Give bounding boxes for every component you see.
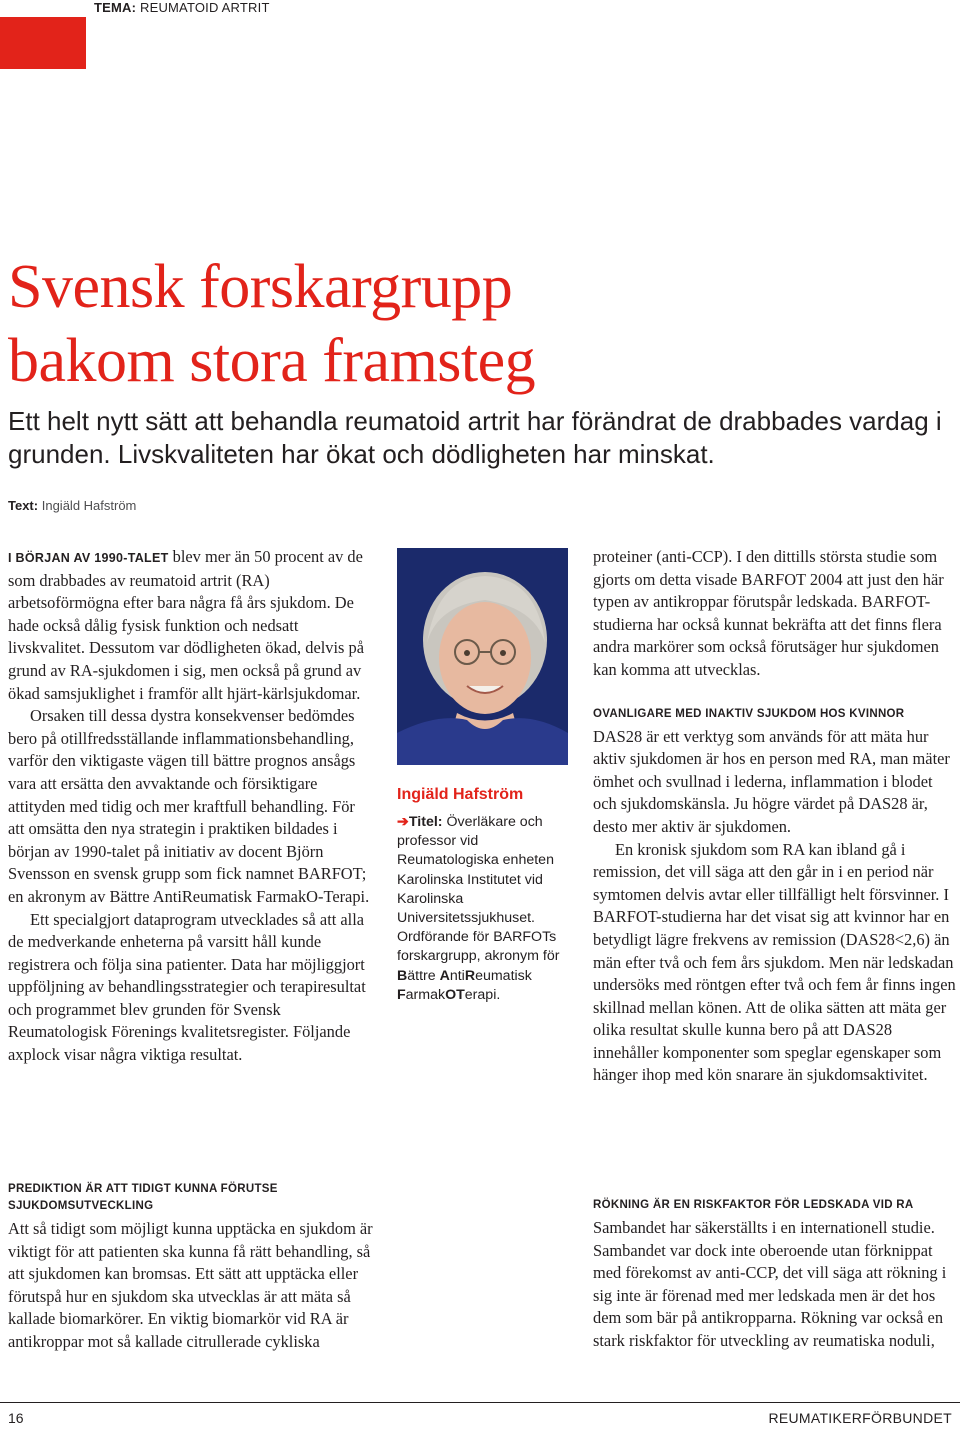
section-label <box>94 0 270 15</box>
portrait-photo <box>397 548 568 765</box>
factbox-title-text: Överläkare och professor vid Reumatologiska enheten Karolinska Institutet vid Karolinska Universitetssjukhuset. Ordförande för BARFOTs forskargrupp, akronym för <box>397 814 560 965</box>
acronym-rest: erapi. <box>464 986 501 1003</box>
acronym-rest: eumatisk <box>475 967 532 984</box>
article-headline <box>8 250 948 398</box>
byline-label: Text: <box>8 498 39 513</box>
runin-lead: I BÖRJAN AV 1990-TALET <box>8 551 169 565</box>
acronym-rest: armak <box>405 986 446 1003</box>
subheading: RÖKNING ÄR EN RISKFAKTOR FÖR LEDSKADA VID RA <box>593 1199 914 1211</box>
subheading: OVANLIGARE MED INAKTIV SJUKDOM HOS KVINNOR <box>593 707 905 720</box>
factbox-name: Ingiäld Hafström <box>397 786 524 803</box>
byline <box>8 498 136 513</box>
body-paragraph: Orsaken till dessa dystra konsekvenser bedömdes bero på otillfredsställande inflammationsbehandling, varför den viktigaste vägen till bättre prognos ansågs vara att ersätta den avvaktande och försiktigare attityden med tidig och mer kraftfull behandling. För att omsätta den nya strategin i praktiken bildades i början av 1990-talet på initiativ av docent Björn Svensson en svensk grupp som fick namnet BARFOT; en akronym av Bättre AntiReumatisk FarmakO-Terapi. <box>8 706 370 906</box>
byline-author: Ingiäld Hafström <box>41 498 137 513</box>
body-paragraph: Ett specialgjort dataprogram utvecklades så att alla de medverkande enheterna på varsitt håll kunde registrera och följa sina patienter. Data har möjliggjort uppföljning av behandlingsstrategier och terapiresultat och programmet blev grunden för Svensk Reumatologisk Förenings kvalitetsregister. Följande axplock visar några viktiga resultat. <box>8 909 366 1065</box>
acronym-rest: nti <box>449 967 465 984</box>
acronym-letter: R <box>464 967 476 984</box>
column-right-bottom <box>593 1197 959 1353</box>
page-number: 16 <box>8 1410 24 1426</box>
section-label-topic: REUMATOID ARTRIT <box>139 0 270 15</box>
acronym-letter: A <box>439 967 450 984</box>
column-left-top <box>8 546 374 1067</box>
column-right-top <box>593 546 959 1087</box>
body-paragraph: DAS28 är ett verktyg som används för att mäta hur aktiv sjukdomen är hos en person med RA, man mäter ömhet och svullnad i lederna, inflammation i blodet och sjukdomskänsla. Ju högre värdet på DAS28 är, desto mer aktiv är sjukdomen. <box>593 726 950 836</box>
headline-line-1: Svensk forskargrupp <box>8 253 513 321</box>
article-ingress: Ett helt nytt sätt att behandla reumatoid artrit har förändrat de drabbades vardag i grunden. Livskvaliteten har ökat och dödligheten har minskat. <box>8 406 942 469</box>
acronym-letter: B <box>397 967 408 984</box>
body-paragraph: proteiner (anti-CCP). I den dittills största studie som gjorts om detta visade BARFOT 2004 att just den här typen av antikroppar förutspår ledskada. BARFOT-studierna har också kunnat bekräfta att det finns flera andra markörer som också förutsäger hur sjukdomen kan komma att utvecklas. <box>593 547 944 679</box>
arrow-right-icon: ➔ <box>397 814 409 830</box>
body-paragraph: En kronisk sjukdom som RA kan ibland gå i remission, det vill säga att den går in i en period när symtomen delvis avtar eller tillfälligt helt försvinner. I BARFOT-studierna har det visat sig att kvinnor har en betydligt lägre frekvens av remission (DAS28<2,6) än män efter två och fem års sjukdom. Men när ledskadan undersöks med röntgen efter två och fem år finns ingen skillnad mellan könen. Att de olika sätten att mäta ger olika resultat skulle kunna bero på att DAS28 innehåller komponenter som speglar egenskaper som hänger ihop med kön snarare än sjukdomsaktivitet. <box>593 839 956 1085</box>
theme-color-block <box>0 17 86 69</box>
subheading: PREDIKTION ÄR ATT TIDIGT KUNNA FÖRUTSE SJUKDOMSUTVECKLING <box>8 1183 278 1212</box>
section-label-prefix: TEMA: <box>94 0 137 15</box>
portrait-illustration <box>397 548 568 765</box>
publication-name: REUMATIKERFÖRBUNDET <box>768 1410 952 1426</box>
acronym-rest: ättre <box>407 967 440 984</box>
headline-line-2: bakom stora framsteg <box>8 327 536 395</box>
body-paragraph: Att så tidigt som möjligt kunna upptäcka en sjukdom är viktigt för att patienten ska kunna få rätt behandling, så att sjukdomen kan bromsas. Ett sätt att upptäcka eller förutspå hur en sjukdom ska utvecklas är att mäta så kallade biomarkörer. En viktig biomarkör vid RA är antikroppar mot så kallade citrullerade cykliska <box>8 1219 373 1351</box>
body-paragraph <box>8 546 374 705</box>
body-paragraph-text: blev mer än 50 procent av de som drabbades av reumatoid artrit (RA) arbetsoförmögna efter bara några få års sjukdom. De hade också dålig fysisk funktion och nedsatt livskvalitet. Dessutom var dödligheten ökad, delvis på grund av RA-sjukdomen i sig, men också på grund av ökad samsjuklighet i framför allt hjärt-kärlsjukdomar. <box>8 547 364 703</box>
acronym-letter: F <box>397 986 406 1003</box>
factbox-body <box>397 813 577 1005</box>
author-factbox <box>397 785 577 1005</box>
factbox-title-label: Titel: <box>408 814 443 830</box>
body-paragraph: Sambandet har säkerställts i en internationell studie. Sambandet var dock inte oberoende utan förknippat med förekomst av anti-CCP, det vill säga att rökning i sig inte är förenad med mer ledskada men är det hos dem som bär på antikropparna. Rökning var också en stark riskfaktor för utveckling av reumatiska noduli, <box>593 1218 947 1350</box>
acronym-letter: OT <box>445 986 465 1003</box>
footer-divider <box>0 1402 960 1403</box>
column-left-bottom <box>8 1181 374 1354</box>
